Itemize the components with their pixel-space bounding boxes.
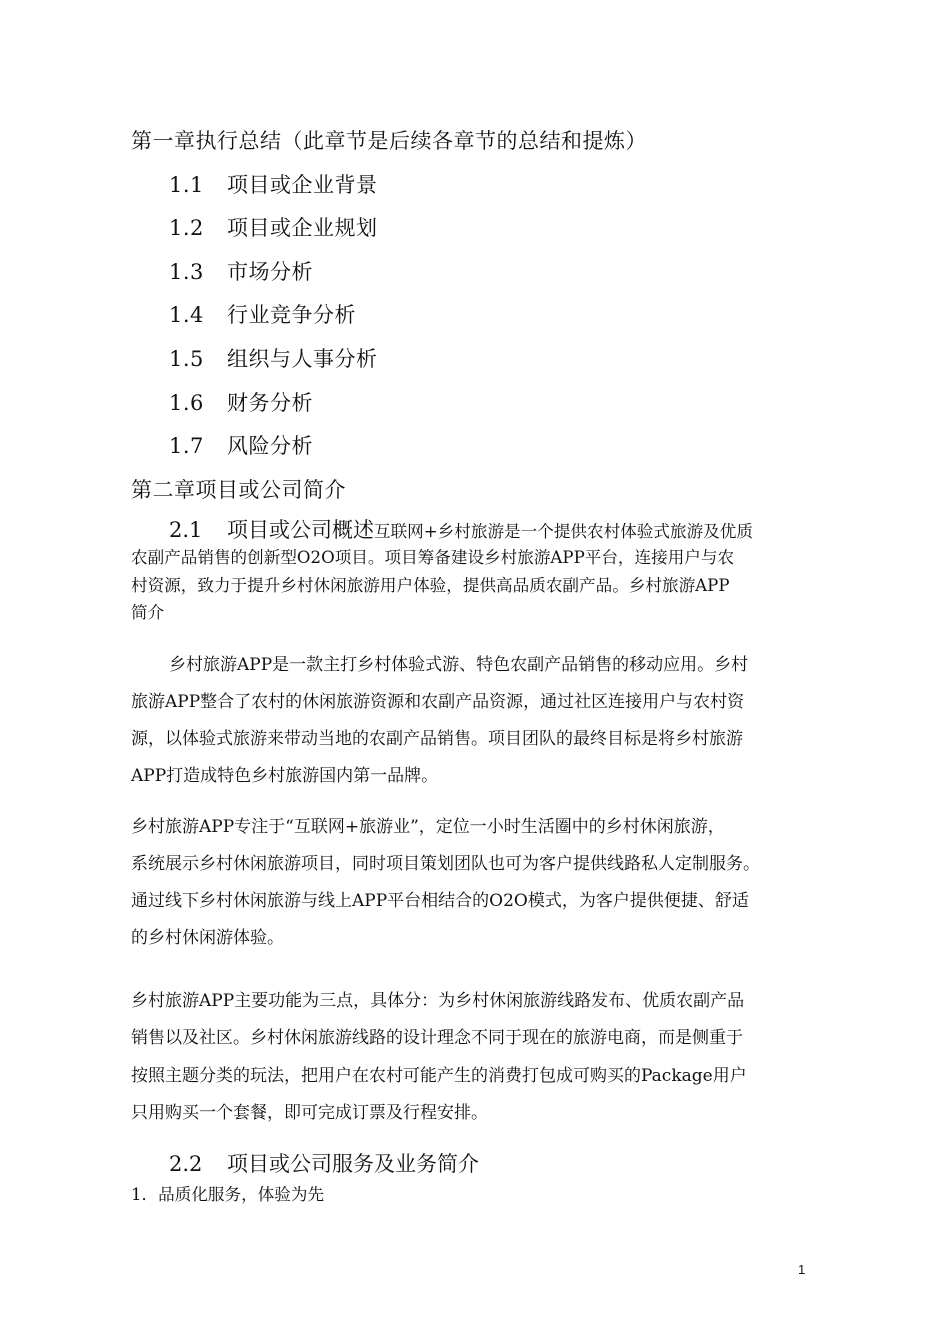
toc-label: 市场分析 xyxy=(227,260,313,284)
toc-item-1-5 xyxy=(169,349,378,370)
toc-number: 1.3 xyxy=(169,260,204,284)
toc-label: 项目或企业规划 xyxy=(227,216,378,240)
paragraph-line: 系统展示乡村休闲旅游项目，同时项目策划团队也可为客户提供线路私人定制服务。 xyxy=(131,854,760,874)
section-intro-first-line: 互联网+乡村旅游是一个提供农村体验式旅游及优质 xyxy=(374,522,753,541)
toc-item-1-3 xyxy=(169,262,313,283)
section-intro-line: 农副产品销售的创新型O2O项目。项目筹备建设乡村旅游APP平台，连接用户与农 xyxy=(131,548,735,567)
toc-number: 1.5 xyxy=(169,347,204,371)
toc-number: 1.2 xyxy=(169,216,204,240)
paragraph-line: 按照主题分类的玩法，把用户在农村可能产生的消费打包成可购买的Package用户 xyxy=(131,1066,747,1086)
section-heading: 项目或公司服务及业务简介 xyxy=(227,1152,479,1176)
toc-item-1-7 xyxy=(169,436,313,457)
section-2-2-heading xyxy=(169,1154,479,1175)
paragraph-line: 销售以及社区。乡村休闲旅游线路的设计理念不同于现在的旅游电商，而是侧重于 xyxy=(131,1028,743,1048)
toc-item-1-2 xyxy=(169,218,378,239)
toc-label: 组织与人事分析 xyxy=(227,347,378,371)
chapter2-title: 第二章项目或公司简介 xyxy=(131,478,346,502)
section-intro-line: 简介 xyxy=(131,603,165,622)
paragraph-line: 源，以体验式旅游来带动当地的农副产品销售。项目团队的最终目标是将乡村旅游 xyxy=(131,729,743,749)
toc-item-1-4 xyxy=(169,305,356,326)
chapter1-title: 第一章执行总结（此章节是后续各章节的总结和提炼） xyxy=(131,129,647,153)
paragraph-line: 乡村旅游APP专注于“互联网+旅游业”，定位一小时生活圈中的乡村休闲旅游， xyxy=(131,817,725,837)
paragraph-line: 只用购买一个套餐，即可完成订票及行程安排。 xyxy=(131,1103,488,1123)
paragraph-line: 乡村旅游APP是一款主打乡村体验式游、特色农副产品销售的移动应用。乡村 xyxy=(169,655,749,675)
page-number: 1 xyxy=(798,1262,806,1277)
paragraph-line: 乡村旅游APP主要功能为三点，具体分：为乡村休闲旅游线路发布、优质农副产品 xyxy=(131,991,745,1011)
section-2-1-heading xyxy=(169,520,753,541)
toc-item-1-6 xyxy=(169,393,313,414)
toc-item-1-1 xyxy=(169,175,378,196)
paragraph-line: 旅游APP整合了农村的休闲旅游资源和农副产品资源，通过社区连接用户与农村资 xyxy=(131,692,745,712)
list-item: 1．品质化服务，体验为先 xyxy=(131,1185,325,1204)
toc-number: 1.4 xyxy=(169,303,204,327)
toc-label: 行业竞争分析 xyxy=(227,303,356,327)
toc-number: 1.6 xyxy=(169,391,204,415)
section-number: 2.2 xyxy=(169,1152,203,1176)
toc-number: 1.1 xyxy=(169,173,204,197)
section-intro-line: 村资源，致力于提升乡村休闲旅游用户体验，提供高品质农副产品。乡村旅游APP xyxy=(131,576,730,595)
paragraph-line: 的乡村休闲游体验。 xyxy=(131,928,284,948)
toc-number: 1.7 xyxy=(169,434,204,458)
toc-label: 财务分析 xyxy=(227,391,313,415)
section-heading: 项目或公司概述 xyxy=(227,518,374,542)
section-number: 2.1 xyxy=(169,518,203,542)
toc-label: 风险分析 xyxy=(227,434,313,458)
toc-label: 项目或企业背景 xyxy=(227,173,378,197)
paragraph-line: 通过线下乡村休闲旅游与线上APP平台相结合的O2O模式，为客户提供便捷、舒适 xyxy=(131,891,749,911)
paragraph-line: APP打造成特色乡村旅游国内第一品牌。 xyxy=(131,766,439,786)
